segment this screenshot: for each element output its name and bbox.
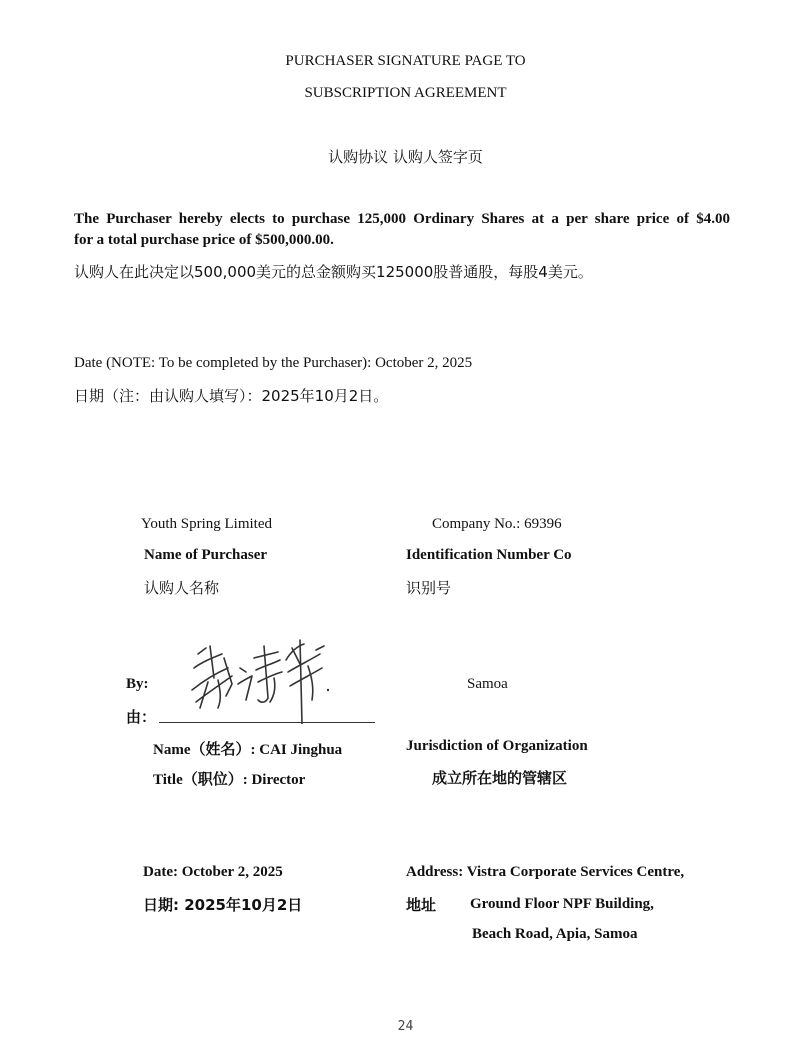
signing-date-chinese: 日期: 2025年10月2日	[143, 896, 303, 914]
signature-line	[159, 722, 375, 723]
address-line3: Beach Road, Apia, Samoa	[472, 926, 638, 942]
identification-number-label: Identification Number Co	[406, 547, 572, 563]
page-number: 24	[397, 1019, 414, 1034]
date-note-chinese: 日期（注：由认购人填写）：2025年10月2日。	[74, 387, 389, 405]
page-title-chinese: 认购协议 认购人签字页	[328, 148, 483, 166]
election-english-line1: The Purchaser hereby elects to purchase 125,000 Ordinary Shares at a per share price of $4.00	[74, 211, 730, 227]
handwritten-signature	[188, 638, 338, 724]
jurisdiction-value: Samoa	[467, 676, 508, 692]
by-label-chinese: 由：	[126, 708, 157, 726]
election-chinese: 认购人在此决定以500,000美元的总金额购买125000股普通股，每股4美元。	[74, 263, 593, 281]
address-label-chinese: 地址	[406, 896, 437, 914]
jurisdiction-label: Jurisdiction of Organization	[406, 738, 588, 754]
page-title-line2: SUBSCRIPTION AGREEMENT	[304, 85, 507, 101]
purchaser-name-label-chinese: 认购人名称	[144, 579, 220, 597]
purchaser-name-label: Name of Purchaser	[144, 547, 268, 563]
jurisdiction-label-chinese: 成立所在地的管辖区	[432, 769, 568, 787]
page-title-line1: PURCHASER SIGNATURE PAGE TO	[285, 53, 526, 69]
company-number: Company No.: 69396	[432, 516, 562, 532]
purchaser-name-value: Youth Spring Limited	[141, 516, 272, 532]
signer-name: Name（姓名）: CAI Jinghua	[153, 742, 343, 758]
address-line2: Ground Floor NPF Building,	[470, 896, 654, 912]
election-english-line2: for a total purchase price of $500,000.00.	[74, 232, 334, 248]
signer-title: Title（职位）: Director	[153, 772, 306, 788]
address-line1: Address: Vistra Corporate Services Centre,	[406, 864, 685, 880]
signing-date-english: Date: October 2, 2025	[143, 864, 283, 880]
date-note-english: Date (NOTE: To be completed by the Purchaser): October 2, 2025	[74, 355, 473, 371]
by-label: By:	[126, 676, 149, 692]
identification-number-label-chinese: 识别号	[406, 579, 452, 597]
